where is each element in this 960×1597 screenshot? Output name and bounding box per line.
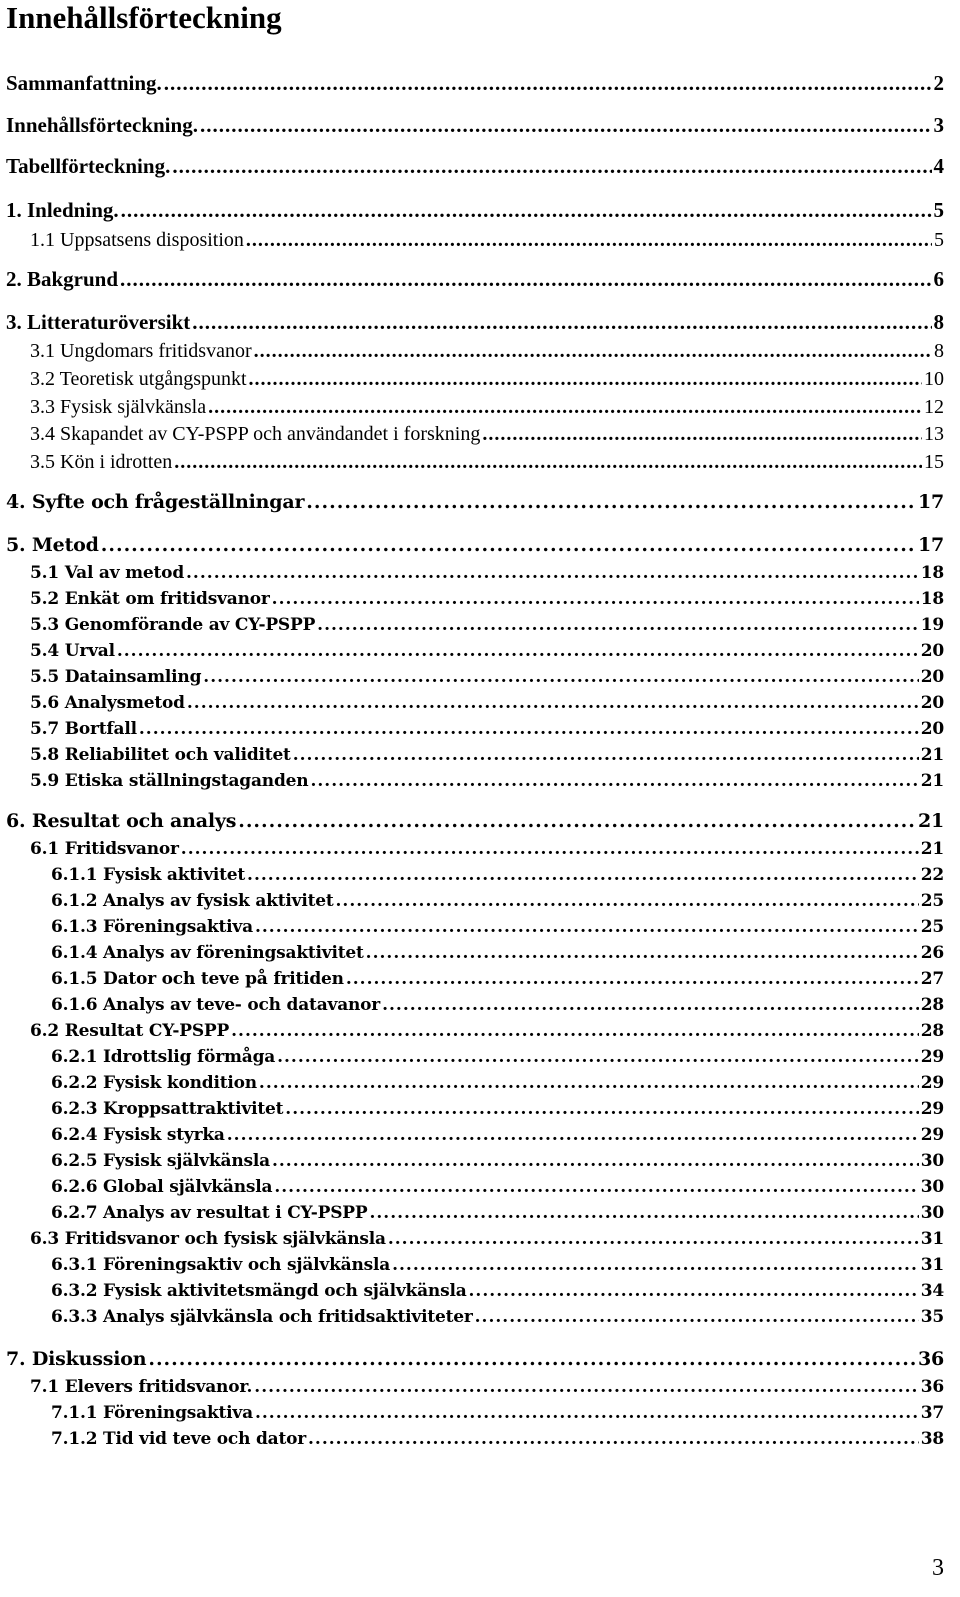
toc-entry-title: 7.1 Elevers fritidsvanor. xyxy=(30,1377,253,1397)
toc-leader-dots xyxy=(249,365,922,393)
toc-entry[interactable] xyxy=(51,1095,944,1123)
toc-leader-dots xyxy=(227,1121,919,1149)
toc-entry[interactable] xyxy=(51,939,944,967)
toc-entry-title: 5.3 Genomförande av CY-PSPP xyxy=(30,615,316,635)
toc-leader-dots xyxy=(277,1043,919,1071)
page-number: 3 xyxy=(932,1555,944,1581)
toc-entry-title: 6.1.2 Analys av fysisk aktivitet xyxy=(51,891,334,911)
toc-entry-title: 2. Bakgrund xyxy=(6,267,119,291)
toc-entry-page: 29 xyxy=(920,1047,944,1067)
toc-entry[interactable] xyxy=(51,965,944,993)
toc-entry-title: 1.1 Uppsatsens disposition xyxy=(30,229,244,251)
toc-entry-page: 20 xyxy=(920,693,944,713)
toc-leader-dots xyxy=(259,1069,919,1097)
toc-leader-dots xyxy=(139,715,919,743)
toc-entry[interactable] xyxy=(30,365,944,393)
toc-entry-page: 30 xyxy=(920,1203,944,1223)
toc-leader-dots xyxy=(203,663,918,691)
toc-leader-dots xyxy=(186,559,919,587)
toc-entry[interactable] xyxy=(30,448,944,476)
toc-entry[interactable] xyxy=(51,1069,944,1097)
toc-entry-page: 18 xyxy=(920,563,944,583)
page-title: Innehållsförteckning xyxy=(6,0,282,35)
toc-entry-page: 15 xyxy=(924,451,944,473)
toc-entry-page: 31 xyxy=(920,1229,944,1249)
toc-entry-page: 21 xyxy=(920,745,944,765)
toc-entry-title: 6.1.1 Fysisk aktivitet xyxy=(51,865,246,885)
toc-entry[interactable] xyxy=(30,1225,944,1253)
toc-entry-page: 21 xyxy=(920,839,944,859)
toc-leader-dots xyxy=(121,196,932,224)
toc-entry[interactable] xyxy=(30,663,944,691)
toc-entry[interactable] xyxy=(51,1147,944,1175)
toc-entry-title: 3.4 Skapandet av CY-PSPP och användandet i forskning xyxy=(30,423,481,445)
toc-entry[interactable] xyxy=(51,991,944,1019)
toc-leader-dots xyxy=(272,585,919,613)
toc-entry[interactable] xyxy=(6,265,944,293)
toc-entry[interactable] xyxy=(30,420,944,448)
toc-entry-page: 20 xyxy=(920,667,944,687)
toc-entry-title: Sammanfattning. xyxy=(6,71,162,95)
toc-entry-page: 8 xyxy=(934,340,944,362)
toc-leader-dots xyxy=(392,1251,919,1279)
toc-leader-dots xyxy=(346,965,919,993)
toc-entry-title: 6.1.6 Analys av teve- och datavanor xyxy=(51,995,381,1015)
toc-entry[interactable] xyxy=(30,767,944,795)
toc-entry-title: 5. Metod xyxy=(6,534,99,556)
toc-leader-dots xyxy=(192,308,931,336)
toc-entry[interactable] xyxy=(30,611,944,639)
toc-entry-title: 6.2.5 Fysisk självkänsla xyxy=(51,1151,270,1171)
toc-leader-dots xyxy=(336,887,919,915)
toc-leader-dots xyxy=(246,226,932,254)
toc-leader-dots xyxy=(308,1425,919,1453)
toc-entry[interactable] xyxy=(51,1277,944,1305)
toc-entry[interactable] xyxy=(51,1173,944,1201)
toc-entry-page: 3 xyxy=(933,113,944,137)
toc-entry-title: 6.1.5 Dator och teve på fritiden xyxy=(51,969,344,989)
toc-entry-page: 19 xyxy=(920,615,944,635)
toc-entry-title: 6.2.7 Analys av resultat i CY-PSPP xyxy=(51,1203,368,1223)
toc-entry-title: 7.1.2 Tid vid teve och dator xyxy=(51,1429,306,1449)
toc-entry-page: 25 xyxy=(920,917,944,937)
toc-entry-page: 27 xyxy=(920,969,944,989)
toc-leader-dots xyxy=(247,861,919,889)
toc-entry[interactable] xyxy=(30,1017,944,1045)
toc-entry[interactable] xyxy=(6,1345,944,1373)
toc-entry-page: 5 xyxy=(934,229,944,251)
toc-entry[interactable] xyxy=(30,689,944,717)
toc-entry-page: 21 xyxy=(917,810,944,832)
toc-leader-dots xyxy=(272,1147,919,1175)
toc-entry-title: 3. Litteraturöversikt xyxy=(6,310,191,334)
toc-entry[interactable] xyxy=(51,861,944,889)
toc-leader-dots xyxy=(274,1173,918,1201)
toc-entry-title: 5.7 Bortfall xyxy=(30,719,137,739)
toc-leader-dots xyxy=(164,69,932,97)
toc-entry-page: 30 xyxy=(920,1177,944,1197)
toc-entry[interactable] xyxy=(51,1121,944,1149)
toc-leader-dots xyxy=(148,1345,916,1373)
toc-entry-title: 6.3.3 Analys självkänsla och fritidsaktiviteter xyxy=(51,1307,473,1327)
toc-leader-dots xyxy=(388,1225,919,1253)
toc-entry-page: 6 xyxy=(933,267,944,291)
toc-entry-page: 37 xyxy=(920,1403,944,1423)
toc-entry-title: 6.2.2 Fysisk kondition xyxy=(51,1073,257,1093)
toc-entry-title: 3.3 Fysisk självkänsla xyxy=(30,396,207,418)
toc-entry-title: 5.9 Etiska ställningstaganden xyxy=(30,771,309,791)
toc-entry[interactable] xyxy=(51,1425,944,1453)
toc-entry-title: 7. Diskussion xyxy=(6,1348,147,1370)
toc-entry-title: 6.2.3 Kroppsattraktivitet xyxy=(51,1099,284,1119)
toc-entry-page: 20 xyxy=(920,641,944,661)
toc-entry[interactable] xyxy=(6,488,944,516)
toc-entry-title: 5.5 Datainsamling xyxy=(30,667,202,687)
toc-leader-dots xyxy=(101,531,916,559)
toc-entry-page: 29 xyxy=(920,1073,944,1093)
toc-entry-title: 1. Inledning. xyxy=(6,198,119,222)
toc-entry-title: Tabellförteckning. xyxy=(6,154,171,178)
toc-leader-dots xyxy=(366,939,919,967)
toc-entry-page: 30 xyxy=(920,1151,944,1171)
toc-leader-dots xyxy=(172,152,931,180)
toc-entry-title: 6.1 Fritidsvanor xyxy=(30,839,179,859)
toc-entry-page: 2 xyxy=(933,71,944,95)
toc-entry[interactable] xyxy=(6,196,944,224)
toc-entry-title: 6.2.1 Idrottslig förmåga xyxy=(51,1047,276,1067)
toc-entry[interactable] xyxy=(30,585,944,613)
toc-entry[interactable] xyxy=(30,637,944,665)
toc-entry-page: 18 xyxy=(920,589,944,609)
toc-entry[interactable] xyxy=(30,393,944,421)
toc-leader-dots xyxy=(469,1277,919,1305)
toc-entry-title: 5.6 Analysmetod xyxy=(30,693,185,713)
toc-entry-page: 5 xyxy=(933,198,944,222)
toc-entry-title: 6.3.2 Fysisk aktivitetsmängd och självkänsla xyxy=(51,1281,467,1301)
toc-entry-title: 6. Resultat och analys xyxy=(6,810,237,832)
toc-entry[interactable] xyxy=(30,715,944,743)
toc-entry-page: 17 xyxy=(917,534,944,556)
toc-entry[interactable] xyxy=(6,308,944,336)
toc-entry[interactable] xyxy=(51,887,944,915)
toc-leader-dots xyxy=(187,689,919,717)
toc-entry-title: 3.5 Kön i idrotten xyxy=(30,451,173,473)
toc-leader-dots xyxy=(285,1095,918,1123)
toc-entry-page: 21 xyxy=(920,771,944,791)
toc-entry-page: 31 xyxy=(920,1255,944,1275)
toc-entry-page: 29 xyxy=(920,1099,944,1119)
toc-entry[interactable] xyxy=(6,807,944,835)
toc-entry-page: 36 xyxy=(917,1348,944,1370)
toc-leader-dots xyxy=(254,337,932,365)
toc-leader-dots xyxy=(310,767,918,795)
toc-entry-title: 6.3 Fritidsvanor och fysisk självkänsla xyxy=(30,1229,386,1249)
toc-entry-title: 6.2 Resultat CY-PSPP xyxy=(30,1021,230,1041)
toc-leader-dots xyxy=(200,111,932,139)
toc-entry-page: 34 xyxy=(920,1281,944,1301)
toc-leader-dots xyxy=(369,1199,918,1227)
toc-entry-title: 7.1.1 Föreningsaktiva xyxy=(51,1403,253,1423)
toc-entry-page: 35 xyxy=(920,1307,944,1327)
toc-entry-title: 6.2.4 Fysisk styrka xyxy=(51,1125,225,1145)
toc-entry-page: 12 xyxy=(924,396,944,418)
toc-leader-dots xyxy=(482,420,922,448)
toc-entry-title: 4. Syfte och frågeställningar xyxy=(6,491,305,513)
toc-entry-page: 29 xyxy=(920,1125,944,1145)
toc-entry[interactable] xyxy=(51,1199,944,1227)
toc-leader-dots xyxy=(306,488,916,516)
toc-entry[interactable] xyxy=(30,226,944,254)
toc-entry[interactable] xyxy=(30,741,944,769)
toc-leader-dots xyxy=(238,807,916,835)
toc-entry[interactable] xyxy=(6,111,944,139)
toc-entry-title: Innehållsförteckning. xyxy=(6,113,198,137)
toc-entry[interactable] xyxy=(51,1399,944,1427)
toc-entry-page: 8 xyxy=(933,310,944,334)
toc-entry-page: 28 xyxy=(920,1021,944,1041)
toc-entry[interactable] xyxy=(51,1043,944,1071)
toc-entry-title: 5.2 Enkät om fritidsvanor xyxy=(30,589,270,609)
toc-leader-dots xyxy=(120,265,931,293)
toc-entry[interactable] xyxy=(30,559,944,587)
toc-entry[interactable] xyxy=(6,152,944,180)
toc-leader-dots xyxy=(181,835,919,863)
toc-leader-dots xyxy=(317,611,919,639)
toc-entry[interactable] xyxy=(51,913,944,941)
toc-entry-title: 3.2 Teoretisk utgångspunkt xyxy=(30,368,247,390)
toc-entry-title: 6.2.6 Global självkänsla xyxy=(51,1177,273,1197)
toc-entry[interactable] xyxy=(6,531,944,559)
toc-entry-page: 13 xyxy=(924,423,944,445)
toc-leader-dots xyxy=(174,448,922,476)
toc-entry-page: 22 xyxy=(920,865,944,885)
toc-leader-dots xyxy=(255,1399,919,1427)
toc-entry-page: 28 xyxy=(920,995,944,1015)
toc-entry-title: 3.1 Ungdomars fritidsvanor xyxy=(30,340,252,362)
toc-leader-dots xyxy=(231,1017,919,1045)
toc-leader-dots xyxy=(293,741,919,769)
toc-leader-dots xyxy=(382,991,919,1019)
toc-entry-page: 4 xyxy=(933,154,944,178)
toc-entry-page: 17 xyxy=(917,491,944,513)
toc-leader-dots xyxy=(117,637,919,665)
toc-entry[interactable] xyxy=(51,1303,944,1331)
toc-entry-page: 26 xyxy=(920,943,944,963)
toc-entry[interactable] xyxy=(30,1373,944,1401)
toc-entry-title: 5.8 Reliabilitet och validitet xyxy=(30,745,291,765)
toc-entry-page: 20 xyxy=(920,719,944,739)
toc-leader-dots xyxy=(254,1373,918,1401)
toc-entry-title: 5.4 Urval xyxy=(30,641,115,661)
toc-entry[interactable] xyxy=(30,337,944,365)
toc-entry-page: 36 xyxy=(920,1377,944,1397)
toc-entry-page: 25 xyxy=(920,891,944,911)
toc-entry-page: 10 xyxy=(924,368,944,390)
toc-entry-title: 6.1.4 Analys av föreningsaktivitet xyxy=(51,943,364,963)
toc-entry-title: 6.3.1 Föreningsaktiv och självkänsla xyxy=(51,1255,391,1275)
toc-entry[interactable] xyxy=(51,1251,944,1279)
toc-entry-title: 6.1.3 Föreningsaktiva xyxy=(51,917,253,937)
toc-leader-dots xyxy=(208,393,922,421)
toc-entry-page: 38 xyxy=(920,1429,944,1449)
toc-entry[interactable] xyxy=(6,69,944,97)
toc-leader-dots xyxy=(255,913,919,941)
toc-entry[interactable] xyxy=(30,835,944,863)
toc-entry-title: 5.1 Val av metod xyxy=(30,563,185,583)
toc-leader-dots xyxy=(475,1303,919,1331)
